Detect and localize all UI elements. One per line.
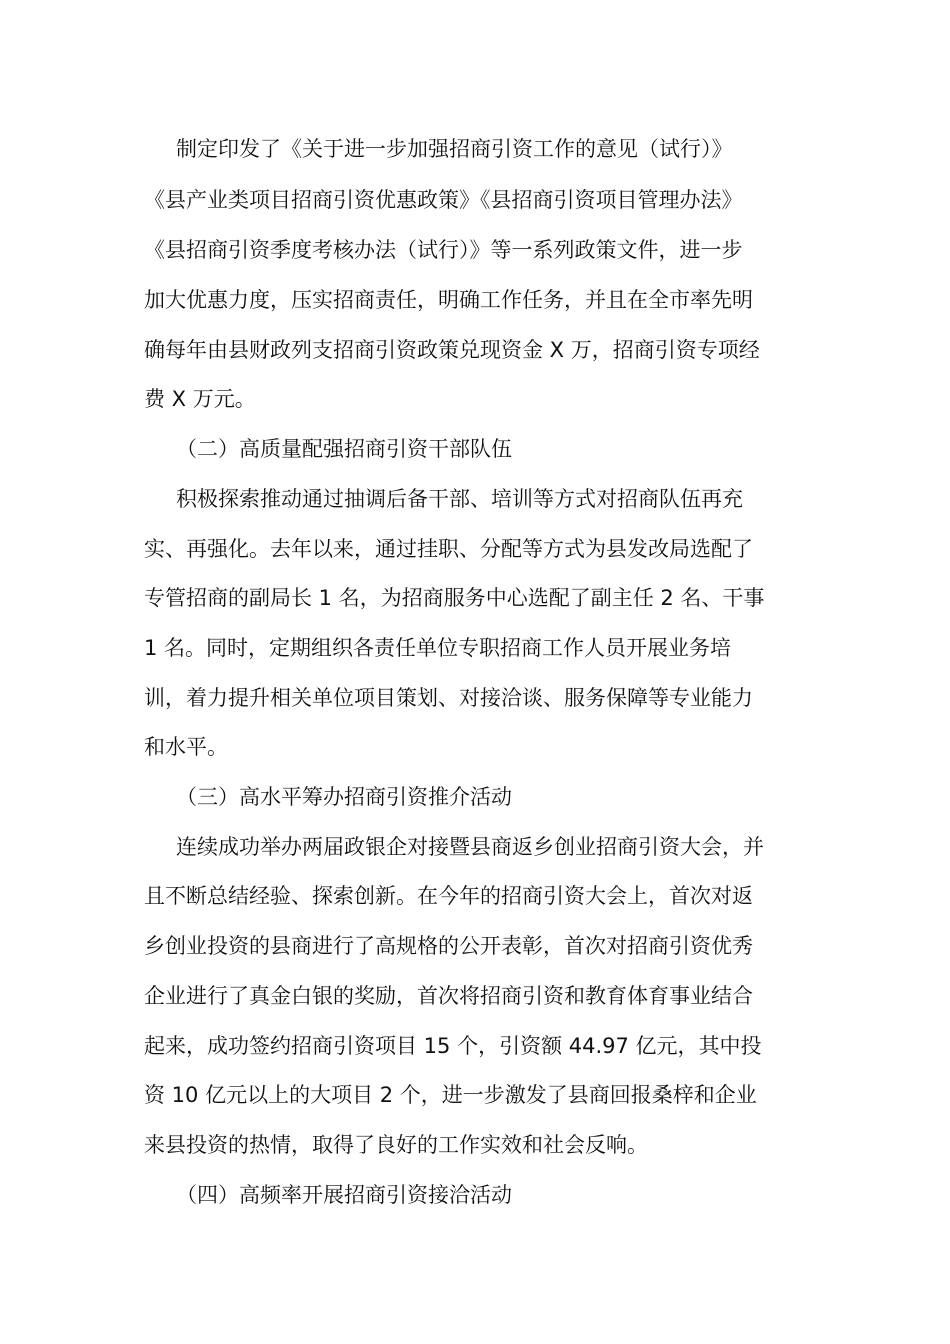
text-line: 费 X 万元。 <box>144 387 256 411</box>
section-heading: （二）高质量配强招商引资干部队伍 <box>176 437 512 461</box>
text-line: 企业进行了真金白银的奖励，首次将招商引资和教育体育事业结合 <box>144 984 753 1008</box>
section-heading: （三）高水平筹办招商引资推介活动 <box>176 785 512 809</box>
text-line: 和水平。 <box>144 735 228 759</box>
text-line: 起来，成功签约招商引资项目 15 个，引资额 44.97 亿元，其中投 <box>144 1034 762 1058</box>
text-line: 加大优惠力度，压实招商责任，明确工作任务，并且在全市率先明 <box>144 288 753 312</box>
text-line: 制定印发了《关于进一步加强招商引资工作的意见（试行）》 <box>176 137 733 161</box>
text-line: 《县产业类项目招商引资优惠政策》《县招商引资项目管理办法》 <box>144 188 743 212</box>
section-heading: （四）高频率开展招商引资接洽活动 <box>176 1183 512 1207</box>
text-line: 训，着力提升相关单位项目策划、对接洽谈、服务保障等专业能力 <box>144 686 753 710</box>
text-line: 1 名。同时，定期组织各责任单位专职招商工作人员开展业务培 <box>144 636 732 660</box>
text-line: 连续成功举办两届政银企对接暨县商返乡创业招商引资大会，并 <box>176 835 764 859</box>
text-line: 且不断总结经验、探索创新。在今年的招商引资大会上，首次对返 <box>144 884 753 908</box>
text-line: 专管招商的副局长 1 名，为招商服务中心选配了副主任 2 名、干事 <box>144 586 765 610</box>
text-line: 积极探索推动通过抽调后备干部、培训等方式对招商队伍再充 <box>176 487 743 511</box>
text-line: 实、再强化。去年以来，通过挂职、分配等方式为县发改局选配了 <box>144 537 753 561</box>
text-line: 《县招商引资季度考核办法（试行）》等一系列政策文件，进一步 <box>144 238 743 262</box>
text-line: 资 10 亿元以上的大项目 2 个，进一步激发了县商回报桑梓和企业 <box>144 1083 757 1107</box>
text-line: 确每年由县财政列支招商引资政策兑现资金 X 万，招商引资专项经 <box>144 338 760 362</box>
text-line: 来县投资的热情，取得了良好的工作实效和社会反响。 <box>144 1133 648 1157</box>
text-line: 乡创业投资的县商进行了高规格的公开表彰，首次对招商引资优秀 <box>144 934 753 958</box>
